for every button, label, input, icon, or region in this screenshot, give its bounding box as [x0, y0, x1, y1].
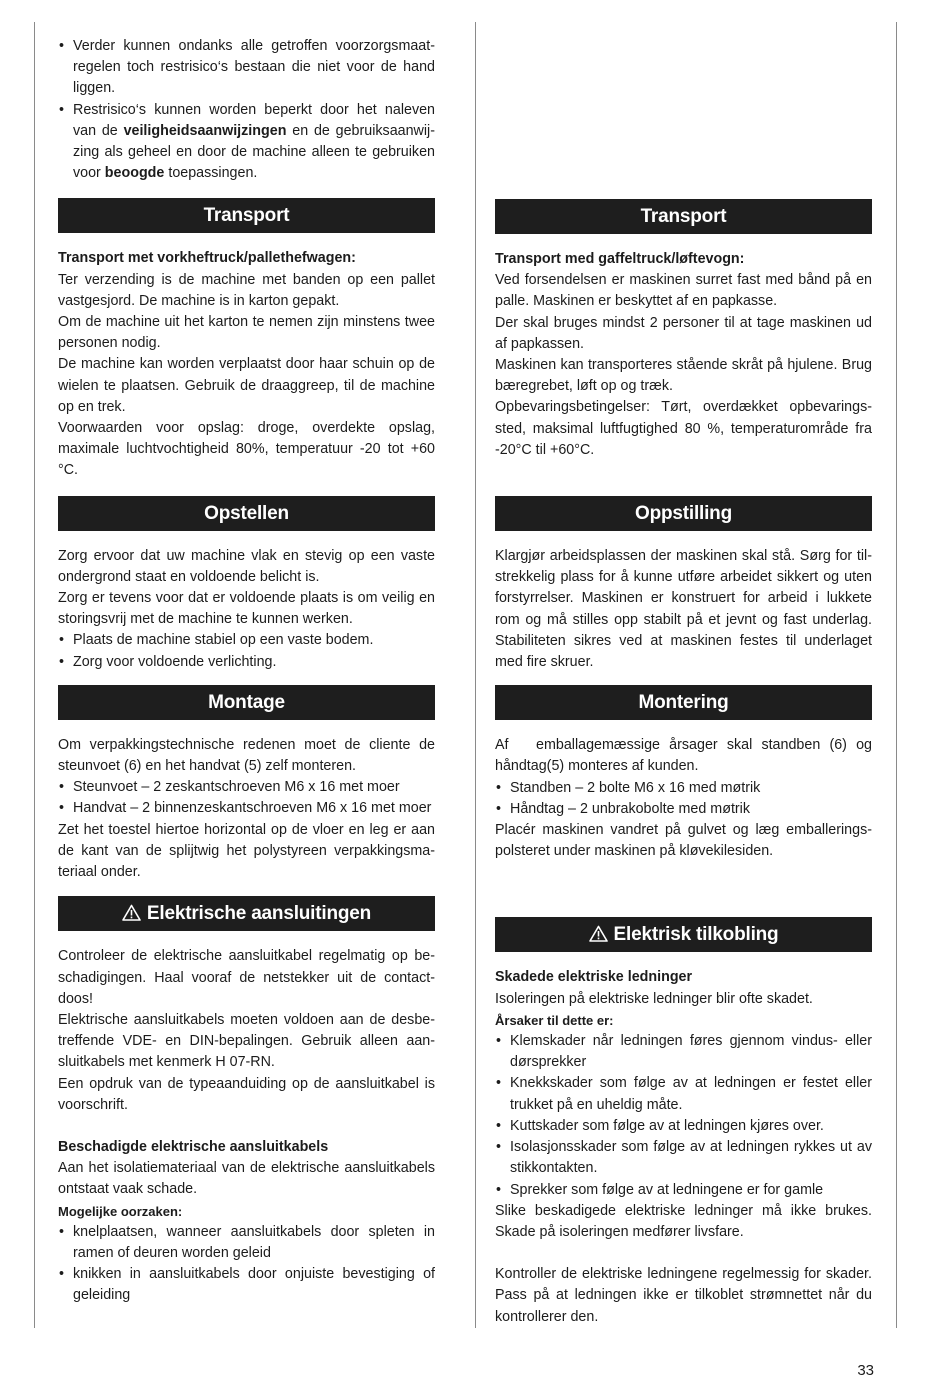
section-subtitle: Skadede elektriske ledninger	[495, 969, 693, 986]
page-number: 33	[857, 1362, 874, 1379]
paragraph: De machine kan worden verplaatst door haar schuin op de wielen te plaatsen. Gebruik de draaggreep, til de machine op en trek.	[58, 356, 435, 415]
list-item: • Steunvoet – 2 zeskantschroeven M6 x 16 met moer	[58, 777, 435, 798]
warning-icon	[122, 904, 141, 921]
center-column-rule	[475, 22, 476, 1328]
section-header-opstellen: Opstellen	[58, 496, 435, 531]
paragraph: Der skal bruges mindst 2 personer til at tage maskinen ud af papkassen.	[495, 314, 872, 352]
list-item: • knikken in aansluitkabels door onjuiste bevestiging of geleiding	[58, 1264, 435, 1306]
section-subtitle: Transport met vorkheftruck/pallethefwagen:	[58, 250, 356, 267]
causes-label: Årsaker til dette er:	[495, 1012, 614, 1028]
section-transport	[58, 248, 435, 481]
section-subtitle: Transport med gaffeltruck/løftevogn:	[495, 251, 745, 267]
section-header-elektrisk-tilkobling	[495, 917, 872, 952]
list-item: • Plaats de machine stabiel op een vaste bodem.	[58, 630, 435, 651]
left-column-rule	[34, 22, 35, 1328]
bullet-list	[58, 777, 435, 819]
section-title: Elektrisk tilkobling	[613, 924, 779, 946]
section-opstellen	[58, 546, 435, 673]
paragraph: Een opdruk van de typeaanduiding op de aansluitkabel is voorschrift.	[58, 1075, 435, 1113]
left-column	[58, 36, 435, 1307]
section-elektrische-aansluitingen	[58, 946, 435, 1306]
paragraph: Af emballagemæssige årsager skal standben (6) og håndtag(5) monteres af kunden.	[495, 737, 876, 775]
list-item: • knelplaatsen, wanneer aansluitkabels door spleten in ramen of deuren worden geleid	[58, 1222, 435, 1264]
list-item: • Klemskader når ledningen føres gjennom vindus- eller dørsprekker	[495, 1031, 872, 1073]
paragraph: Opbevaringsbetingelser: Tørt, overdækket opbevaringssted, maksimal luftfugtighed 80 %, temperaturområde fra -20°C til +60°C.	[495, 399, 872, 458]
intro-bullet-list	[58, 36, 435, 184]
section-header-transport: Transport	[58, 198, 435, 233]
paragraph: Elektrische aansluitkabels moeten voldoen aan de desbetreffende VDE- en DIN-bepalingen. Gebruik alleen aansluitkabels met kenmerk H 07-RN.	[58, 1011, 435, 1071]
bullet-list	[495, 778, 872, 820]
section-transport	[495, 249, 872, 461]
paragraph: Om de machine uit het karton te nemen zijn minstens twee personen nodig.	[58, 314, 435, 352]
list-item: • Zorg voor voldoende verlichting.	[58, 652, 435, 673]
paragraph: Isoleringen på elektriske ledninger blir ofte skadet.	[495, 990, 813, 1007]
warning-icon	[589, 925, 608, 942]
paragraph: Zorg ervoor dat uw machine vlak en stevig op een vaste ondergrond staat en voldoende belicht is.	[58, 547, 435, 585]
bullet-list	[58, 1222, 435, 1307]
paragraph: Placér maskinen vandret på gulvet og læg emballeringspolsteret under maskinen på kløvekilesiden.	[495, 822, 872, 860]
paragraph: Maskinen kan transporteres stående skråt på hjulene. Brug bæregrebet, løft op og træk.	[495, 357, 872, 395]
paragraph: Om verpakkingstechnische redenen moet de cliente de steunvoet (6) en het handvat (5) zelf monteren.	[58, 736, 435, 775]
paragraph: Kontroller de elektriske ledningene regelmessig for skader. Pass på at ledningen ikke er tilkoblet strømnettet når du kontrollerer den.	[495, 1266, 872, 1325]
bullet-list	[495, 1031, 872, 1201]
section-header-elektrische-aansluitingen	[58, 896, 435, 931]
paragraph: Ter verzending is de machine met banden op een pallet vastgesjord. De machine is in karton gepakt.	[58, 271, 435, 309]
paragraph: Zet het toestel hiertoe horizontal op de vloer en leg er aan de kant van de splijtwig het polystyreen verpakkingsmateriaal onder.	[58, 821, 435, 881]
right-column-rule	[896, 22, 897, 1328]
list-item: • Sprekker som følge av at ledningene er for gamle	[495, 1180, 872, 1201]
section-title: Elektrische aansluitingen	[146, 903, 372, 925]
list-item: • Standben – 2 bolte M6 x 16 med møtrik	[495, 778, 872, 799]
right-column	[495, 199, 876, 1328]
list-item: • Verder kunnen ondanks alle getroffen voorzorgsmaatregelen toch restrisico‘s bestaan die niet voor de hand liggen.	[58, 36, 435, 100]
paragraph: Controleer de elektrische aansluitkabel regelmatig op beschadigingen. Haal vooraf de netstekker uit de contactdoos!	[58, 948, 435, 1007]
paragraph: Voorwaarden voor opslag: droge, overdekte opslag, maximale luchtvochtigheid 80%, temperatuur -20 tot +60 °C.	[58, 420, 435, 479]
paragraph: Ved forsendelsen er maskinen surret fast med bånd på en palle. Maskinen er beskyttet af en papkasse.	[495, 272, 872, 310]
list-item: • Håndtag – 2 unbrakobolte med møtrik	[495, 799, 872, 820]
list-item: • Restrisico‘s kunnen worden beperkt door het naleven van de veiligheidsaanwijzingen en de gebruiksaanwijzing als geheel en door de machine alleen te gebruiken voor beoogde toepassingen.	[58, 100, 435, 185]
paragraph: Klargjør arbeidsplassen der maskinen skal stå. Sørg for tilstrekkelig plass for å kunne utføre arbeidet sikkert og uten forstyrrelser. Maskinen er konstruert for arbeid i lukkete rom og må stilles opp stabilt på et jevnt og fast underlag. Stabiliteten sikres ved at maskinen festes til underlaget med fire skruer.	[495, 548, 872, 671]
paragraph: Aan het isolatiemateriaal van de elektrische aansluitkabels ontstaat vaak schade.	[58, 1160, 435, 1198]
section-montering	[495, 735, 876, 862]
section-montage	[58, 735, 435, 883]
section-elektrisk-tilkobling	[495, 967, 872, 1327]
causes-label: Mogelijke oorzaken:	[58, 1203, 183, 1219]
section-header-transport: Transport	[495, 199, 872, 234]
list-item: • Knekkskader som følge av at ledningen er festet eller trukket på en uheldig måte.	[495, 1073, 872, 1115]
section-subtitle: Beschadigde elektrische aansluitkabels	[58, 1138, 329, 1155]
list-item: • Kuttskader som følge av at ledningen kjøres over.	[495, 1116, 872, 1137]
section-header-montering: Montering	[495, 685, 872, 720]
section-header-oppstilling: Oppstilling	[495, 496, 872, 531]
paragraph: Slike beskadigede elektriske ledninger må ikke brukes. Skade på isoleringen medfører livsfare.	[495, 1202, 872, 1240]
section-header-montage: Montage	[58, 685, 435, 720]
list-item: • Isolasjonsskader som følge av at ledningen rykkes ut av stikkontakten.	[495, 1137, 872, 1179]
list-item: • Handvat – 2 binnenzeskantschroeven M6 x 16 met moer	[58, 798, 435, 819]
section-oppstilling	[495, 546, 872, 673]
bullet-list	[58, 630, 435, 672]
paragraph: Zorg er tevens voor dat er voldoende plaats is om veilig en storingsvrij met de machine te kunnen werken.	[58, 590, 435, 628]
